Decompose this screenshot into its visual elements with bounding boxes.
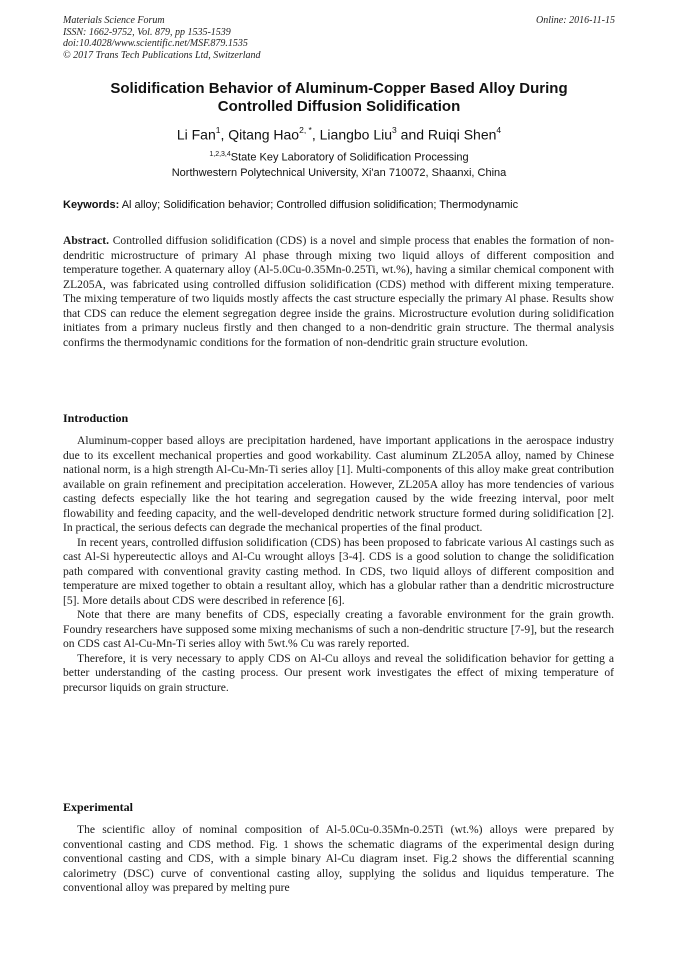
online-date: Online: 2016-11-15 [536, 15, 615, 26]
title-line-2: Controlled Diffusion Solidification [217, 98, 461, 115]
author-name: Liangbo Liu [319, 126, 393, 143]
abstract-text: Controlled diffusion solidification (CDS) is a novel and simple process that enables the formation of non-dendritic microstructure of primary Al phase through mixing two liquid alloys of different composition and temperature together. A quaternary alloy (Al-5.0Cu-0.35Mn-0.25Ti, wt.%), having a similar chemical component with ZL205A, was fabricated using controlled diffusion solidification (CDS) method with different mixing temperature. The mixing temperature of two liquids mostly affects the cast structure especially the primary Al phase. Results show that CDS can reduce the element segregation degree inside the grains. Microstructure evolution during solidification initiates from a primary nucleus firstly and then changed to a non-dendritic grain structure. The thermal analysis confirms the thermodynamic conditions for the formation of non-dendritic grain structure evolution. [63, 234, 614, 349]
journal-name: Materials Science Forum [63, 15, 165, 26]
title-line-1: Solidification Behavior of Aluminum-Copper Based Alloy During [110, 80, 568, 97]
abstract [63, 234, 614, 350]
affiliation [60, 147, 618, 181]
section-heading-experimental: Experimental [63, 800, 133, 814]
keywords-text: Al alloy; Solidification behavior; Controlled diffusion solidification; Thermodynamic [119, 199, 519, 211]
experimental-body [63, 823, 614, 896]
journal-header [63, 15, 261, 61]
author-name: Ruiqi Shen [427, 126, 497, 143]
paragraph: In recent years, controlled diffusion solidification (CDS) has been proposed to fabricate various Al castings such as cast Al-Si hypereutectic alloys and Al-Cu wrought alloys [3-4]. CDS is a good solution to change the solidification path compared with conventional gravity casting method. In CDS, two liquid alloys of different composition and temperature are mixed together to obtain a resultant alloy, which has a globular rather than a dendritic microstructure [5]. More details about CDS were described in reference [6]. [63, 535, 614, 607]
author-name: Qitang Hao [228, 126, 300, 143]
introduction-body [63, 434, 614, 695]
copyright-line: © 2017 Trans Tech Publications Ltd, Switzerland [63, 49, 261, 61]
keywords-label: Keywords: [63, 199, 120, 211]
author-separator: and [396, 126, 428, 143]
affiliation-line-1: State Key Laboratory of Solidification Processing [230, 151, 469, 164]
affiliation-mark: 1,2,3,4 [209, 151, 231, 158]
author-affil-mark: 1 [215, 125, 221, 135]
author-affil-mark: 3 [392, 125, 397, 135]
affiliation-line-2: Northwestern Polytechnical University, Xi'an 710072, Shaanxi, China [171, 166, 507, 179]
paragraph: Aluminum-copper based alloys are precipitation hardened, have important applications in the aerospace industry due to its excellent mechanical properties and good workability. Cast aluminum ZL205A alloy, named by Chinese national norm, is a high strength Al-Cu-Mn-Ti series alloy [1]. Multi-components of this alloy make great contribution available on grain refinement and precipitation acceleration. However, ZL205A alloy has more tendencies of various casting defects especially like the hot tearing and segregation caused by the wide freezing interval, poor melt flowability and feeding capacity, and the well-developed dendritic network structure formed during solidification [2]. In practical, the serious defects can degrade the mechanical properties of the final product. [63, 434, 614, 534]
doi-line: doi:10.4028/www.scientific.net/MSF.879.1535 [63, 38, 248, 49]
author-name: Li Fan [176, 126, 216, 143]
paragraph: Note that there are many benefits of CDS, especially creating a favorable environment for the grain growth. Foundry researchers have supposed some mixing mechanisms of such a non-dendritic structure [7-9], but the research on CDS cast Al-Cu-Mn-Ti series alloy with 5wt.% Cu was rarely reported. [63, 608, 614, 650]
keywords [63, 198, 618, 212]
author-affil-mark: 2, * [299, 125, 312, 135]
paragraph: Therefore, it is very necessary to apply CDS on Al-Cu alloys and reveal the solidification behavior for getting a better understanding of the casting process. Our present work investigates the effect of mixing temperature of precursor liquids on grain structure. [63, 651, 614, 694]
author-separator: , [220, 126, 229, 143]
author-separator: , [311, 126, 320, 143]
paper-title [60, 80, 618, 116]
paragraph: The scientific alloy of nominal composition of Al-5.0Cu-0.35Mn-0.25Ti (wt.%) alloys were prepared by conventional casting and CDS method. Fig. 1 shows the schematic diagrams of the experimental design during conventional casting and CDS, with a simple binary Al-Cu diagram inset. Fig.2 shows the differential scanning calorimetry (DSC) curve of conventional casting alloy, supplying the solidus and liquidus temperature. The conventional alloy was prepared by melting pure [63, 823, 614, 894]
issn-line: ISSN: 1662-9752, Vol. 879, pp 1535-1539 [63, 26, 231, 38]
author-list [60, 122, 618, 144]
author-affil-mark: 4 [496, 125, 502, 135]
section-heading-introduction: Introduction [63, 411, 129, 425]
abstract-label: Abstract. [63, 234, 110, 247]
